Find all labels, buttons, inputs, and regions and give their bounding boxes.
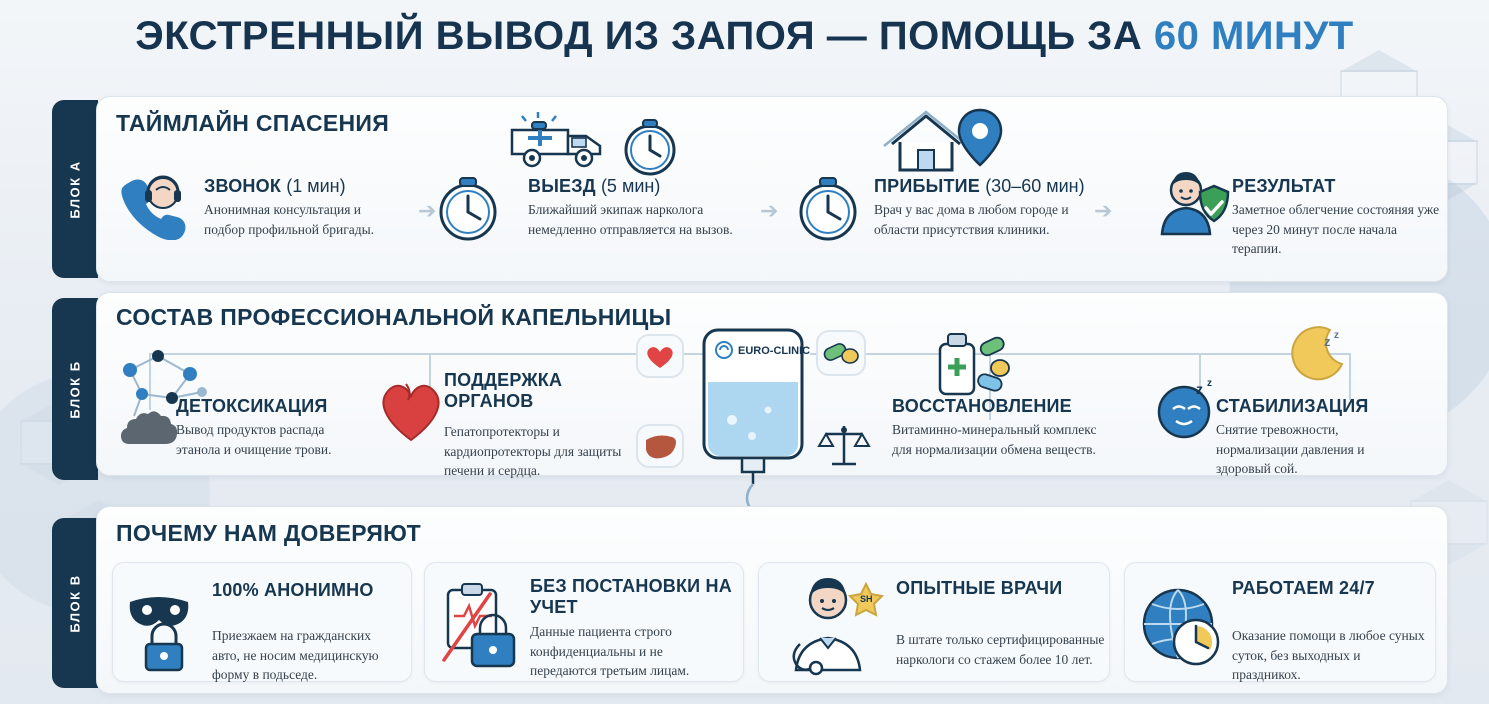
step-2-title-text: ВЫЕЗД bbox=[528, 176, 596, 196]
doctor-icon bbox=[768, 570, 888, 678]
page-title bbox=[0, 14, 1489, 59]
page-title-accent: 60 МИНУТ bbox=[1153, 14, 1354, 58]
page-title-main: ЭКСТРЕННЫЙ ВЫВОД ИЗ ЗАПОЯ — ПОМОЩЬ ЗА bbox=[135, 14, 1154, 58]
card-3-body: В штате только сертифицированные наркологи со стажем более 10 лет. bbox=[896, 632, 1105, 667]
tab-block-a-label: БЛОК А bbox=[67, 159, 83, 219]
scales-icon bbox=[816, 418, 872, 474]
step-3-note: (30–60 мин) bbox=[985, 176, 1085, 196]
b-item-3-title: ВОССТАНОВЛЕНИЕ bbox=[892, 396, 1072, 416]
step-4-title bbox=[1232, 176, 1336, 197]
liver-badge-icon bbox=[636, 424, 684, 468]
phone-headset-icon bbox=[118, 168, 190, 240]
card-4-body: Оказание помощи в любое суныx суток, без выходных и праздникох. bbox=[1232, 628, 1425, 683]
iv-bag-icon bbox=[694, 324, 812, 514]
patient-shield-icon bbox=[1150, 168, 1236, 244]
step-1-note: (1 мин) bbox=[286, 176, 346, 196]
b-item-4-body: Снятие тревожности, нормализации давления и здоровый сой. bbox=[1216, 422, 1365, 477]
tab-block-v-label: БЛОК В bbox=[67, 573, 83, 633]
step-4-body: Заметное облегчение состояняя уже через 20 минут после начала терапии. bbox=[1232, 202, 1440, 257]
card-3-title: ОПЫТНЫЕ ВРАЧИ bbox=[896, 578, 1063, 598]
svg-text:SH: SH bbox=[860, 594, 873, 604]
tab-block-v bbox=[52, 518, 98, 688]
iv-bag-label: EURO-CLINIC bbox=[738, 345, 811, 357]
arrow-1-icon: ➔ bbox=[418, 198, 437, 223]
stopwatch-icon bbox=[790, 170, 866, 246]
ambulance-icon bbox=[498, 108, 698, 178]
no-registry-icon bbox=[436, 578, 524, 674]
card-2-title: БЕЗ ПОСТАНОВКИ НА УЧЕТ bbox=[530, 576, 732, 617]
step-3-title bbox=[874, 176, 1085, 197]
step-3-title-text: ПРИБЫТИЕ bbox=[874, 176, 980, 196]
vitamins-icon bbox=[926, 326, 1022, 404]
step-2-title bbox=[528, 176, 660, 197]
svg-text:z: z bbox=[1334, 330, 1339, 341]
tab-block-b bbox=[52, 298, 98, 480]
step-3-body: Врач у вас дома в любом городе и области присутствия клиники. bbox=[874, 202, 1069, 237]
b-item-2-title-line1 bbox=[444, 370, 614, 412]
moon-icon bbox=[1288, 326, 1350, 384]
step-1-body: Анонимная консультация и подбор профильной бригады. bbox=[204, 202, 375, 237]
b-item-1-title: ДЕТОКСИКАЦИЯ bbox=[176, 396, 328, 416]
svg-text:z: z bbox=[1207, 378, 1212, 389]
card-1-title: 100% АНОНИМНО bbox=[212, 580, 374, 600]
tab-block-a bbox=[52, 100, 98, 278]
mask-lock-icon bbox=[122, 580, 208, 672]
b-item-3-body: Витаминно-минеральный комплекс для нормализации обмена веществ. bbox=[892, 422, 1097, 457]
pills-badge-icon bbox=[816, 330, 866, 376]
stopwatch-icon bbox=[430, 170, 506, 246]
arrow-3-icon: ➔ bbox=[1094, 198, 1113, 223]
b-item-2-body: Гепатопротекторы и кардиопротекторы для защиты печени и сердца. bbox=[444, 424, 622, 479]
step-1-title-text: ЗВОНОК bbox=[204, 176, 282, 196]
card-2-body: Данные пациента строго конфиденциальны и не передаются третьим лицам. bbox=[530, 624, 690, 679]
block-a-heading: ТАЙМЛАЙН СПАСЕНИЯ bbox=[116, 110, 390, 136]
heart-icon bbox=[376, 372, 446, 446]
step-2-body: Ближайший экипаж нарколога немедленно отправляется на вызов. bbox=[528, 202, 733, 237]
svg-text:z: z bbox=[1324, 334, 1331, 349]
block-v-heading: ПОЧЕМУ НАМ ДОВЕРЯЮТ bbox=[116, 520, 421, 546]
b-item-2-title: ПОДДЕРЖКА ОРГАНОВ bbox=[444, 370, 563, 411]
svg-text:z: z bbox=[1196, 381, 1203, 397]
step-4-title-text: РЕЗУЛЬТАТ bbox=[1232, 176, 1336, 196]
house-pin-icon bbox=[880, 104, 1010, 180]
arrow-2-icon: ➔ bbox=[760, 198, 779, 223]
heart-badge-icon bbox=[636, 334, 684, 378]
b-item-1-body: Вывод продуктов распада этанола и очищение трови. bbox=[176, 422, 332, 457]
globe-clock-icon bbox=[1134, 580, 1226, 672]
step-2-note: (5 мин) bbox=[600, 176, 661, 196]
step-1-title bbox=[204, 176, 346, 197]
block-b-heading: СОСТАВ ПРОФЕССИОНАЛЬНОЙ КАПЕЛЬНИЦЫ bbox=[116, 304, 672, 330]
card-1-body: Приезжаем на гражданских авто, не носим медицинскую форму в подьседе. bbox=[212, 628, 379, 683]
card-4-title: РАБОТАЕМ 24/7 bbox=[1232, 578, 1375, 598]
b-item-4-title: СТАБИЛИЗАЦИЯ bbox=[1216, 396, 1369, 416]
tab-block-b-label: БЛОК Б bbox=[67, 359, 83, 419]
sleep-face-icon bbox=[1152, 376, 1222, 442]
